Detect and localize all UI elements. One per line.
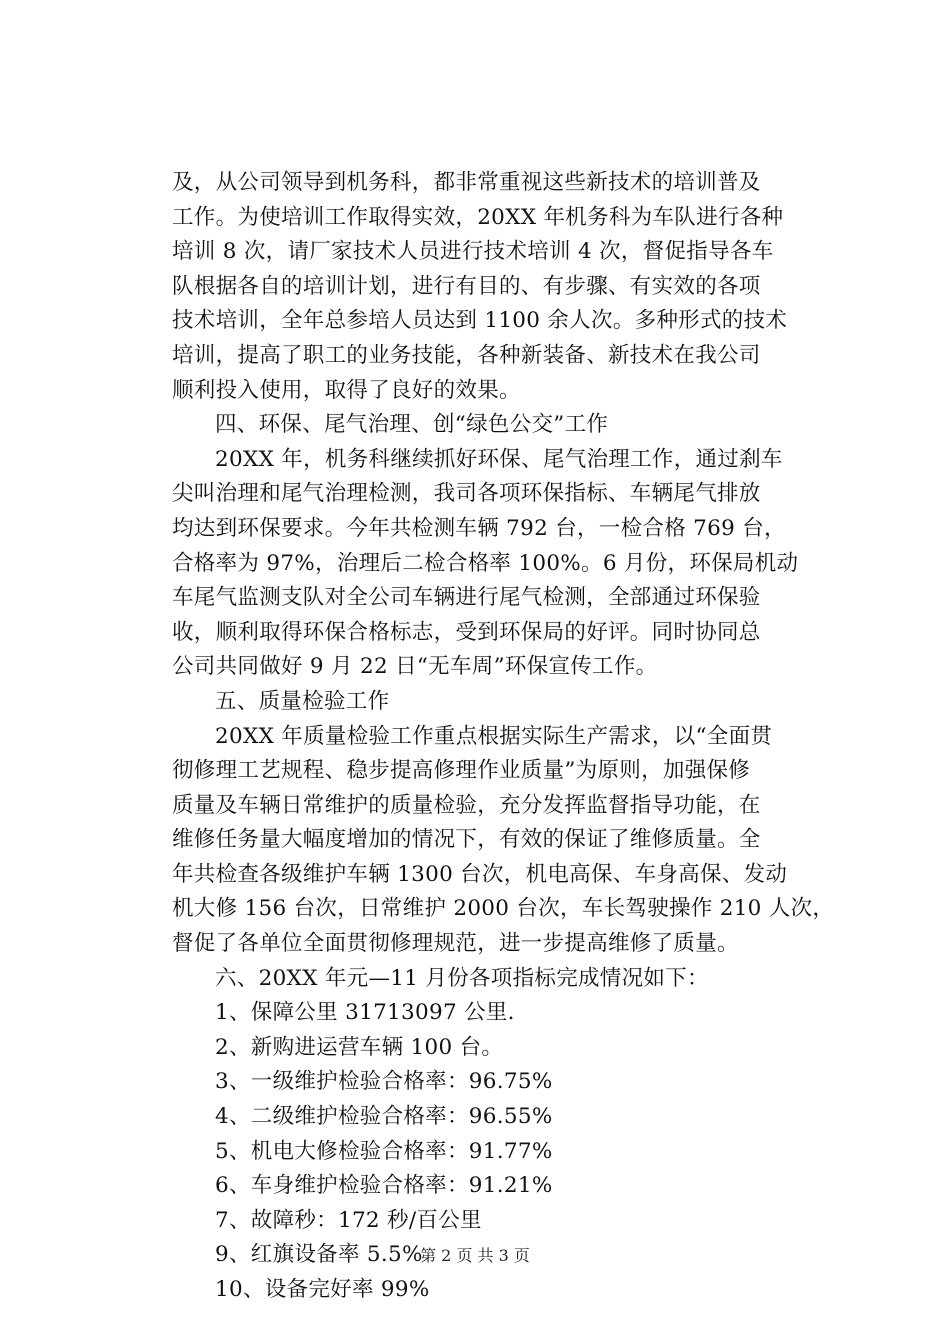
text-line: 合格率为 97%，治理后二检合格率 100%。6 月份，环保局机动 xyxy=(172,550,799,576)
text-line: 20XX 年质量检验工作重点根据实际生产需求，以“全面贯 xyxy=(215,723,773,749)
text-line: 车尾气监测支队对全公司车辆进行尾气检测，全部通过环保验 xyxy=(172,585,761,611)
document-body xyxy=(172,166,862,1308)
text-line: 队根据各自的培训计划，进行有目的、有步骤、有实效的各项 xyxy=(172,273,761,299)
text-line: 工作。为使培训工作取得实效，20XX 年机务科为车队进行各种 xyxy=(172,204,784,230)
paragraph-quality xyxy=(172,720,862,962)
text-line: 尖叫治理和尾气治理检测，我司各项环保指标、车辆尾气排放 xyxy=(172,481,761,507)
text-line: 培训，提高了职工的业务技能，各种新装备、新技术在我公司 xyxy=(172,342,761,368)
list-item: 7、故障秒：172 秒/百公里 xyxy=(215,1207,482,1233)
section-heading-indicators: 六、20XX 年元—11 月份各项指标完成情况如下： xyxy=(215,965,709,991)
section-heading-quality: 五、质量检验工作 xyxy=(215,688,390,714)
text-line: 20XX 年，机务科继续抓好环保、尾气治理工作，通过刹车 xyxy=(215,446,783,472)
text-line: 督促了各单位全面贯彻修理规范，进一步提高维修了质量。 xyxy=(172,931,739,957)
text-line: 收，顺利取得环保合格标志，受到环保局的好评。同时协同总 xyxy=(172,619,761,645)
text-line: 维修任务量大幅度增加的情况下，有效的保证了维修质量。全 xyxy=(172,827,761,853)
text-line: 培训 8 次，请厂家技术人员进行技术培训 4 次，督促指导各车 xyxy=(172,239,774,265)
text-line: 机大修 156 台次，日常维护 2000 台次，车长驾驶操作 210 人次， xyxy=(172,896,835,922)
list-item: 6、车身维护检验合格率：91.21% xyxy=(215,1173,553,1199)
list-item: 3、一级维护检验合格率：96.75% xyxy=(215,1069,553,1095)
text-line: 公司共同做好 9 月 22 日“无车周”环保宣传工作。 xyxy=(172,654,658,680)
section-heading-environment: 四、环保、尾气治理、创“绿色公交”工作 xyxy=(215,412,609,438)
text-line: 均达到环保要求。今年共检测车辆 792 台，一检合格 769 台， xyxy=(172,515,786,541)
page-number-footer: 第 2 页 共 3 页 xyxy=(420,1246,530,1265)
list-item: 10、设备完好率 99% xyxy=(215,1277,430,1302)
list-item: 4、二级维护检验合格率：96.55% xyxy=(215,1104,553,1130)
text-line: 年共检查各级维护车辆 1300 台次，机电高保、车身高保、发动 xyxy=(172,861,788,887)
list-item: 2、新购进运营车辆 100 台。 xyxy=(215,1034,504,1060)
list-item: 9、红旗设备率 5.5% xyxy=(215,1242,423,1268)
text-line: 顺利投入使用，取得了良好的效果。 xyxy=(172,377,521,403)
list-item: 1、保障公里 31713097 公里. xyxy=(215,1000,515,1026)
text-line: 质量及车辆日常维护的质量检验，充分发挥监督指导功能，在 xyxy=(172,792,761,818)
paragraph-environment xyxy=(172,443,862,685)
text-line: 及，从公司领导到机务科，都非常重视这些新技术的培训普及 xyxy=(172,170,761,195)
list-item: 5、机电大修检验合格率：91.77% xyxy=(215,1138,553,1164)
text-line: 技术培训，全年总参培人员达到 1100 余人次。多种形式的技术 xyxy=(172,308,788,334)
text-line: 彻修理工艺规程、稳步提高修理作业质量”为原则，加强保修 xyxy=(172,758,751,784)
paragraph-training xyxy=(172,166,862,408)
